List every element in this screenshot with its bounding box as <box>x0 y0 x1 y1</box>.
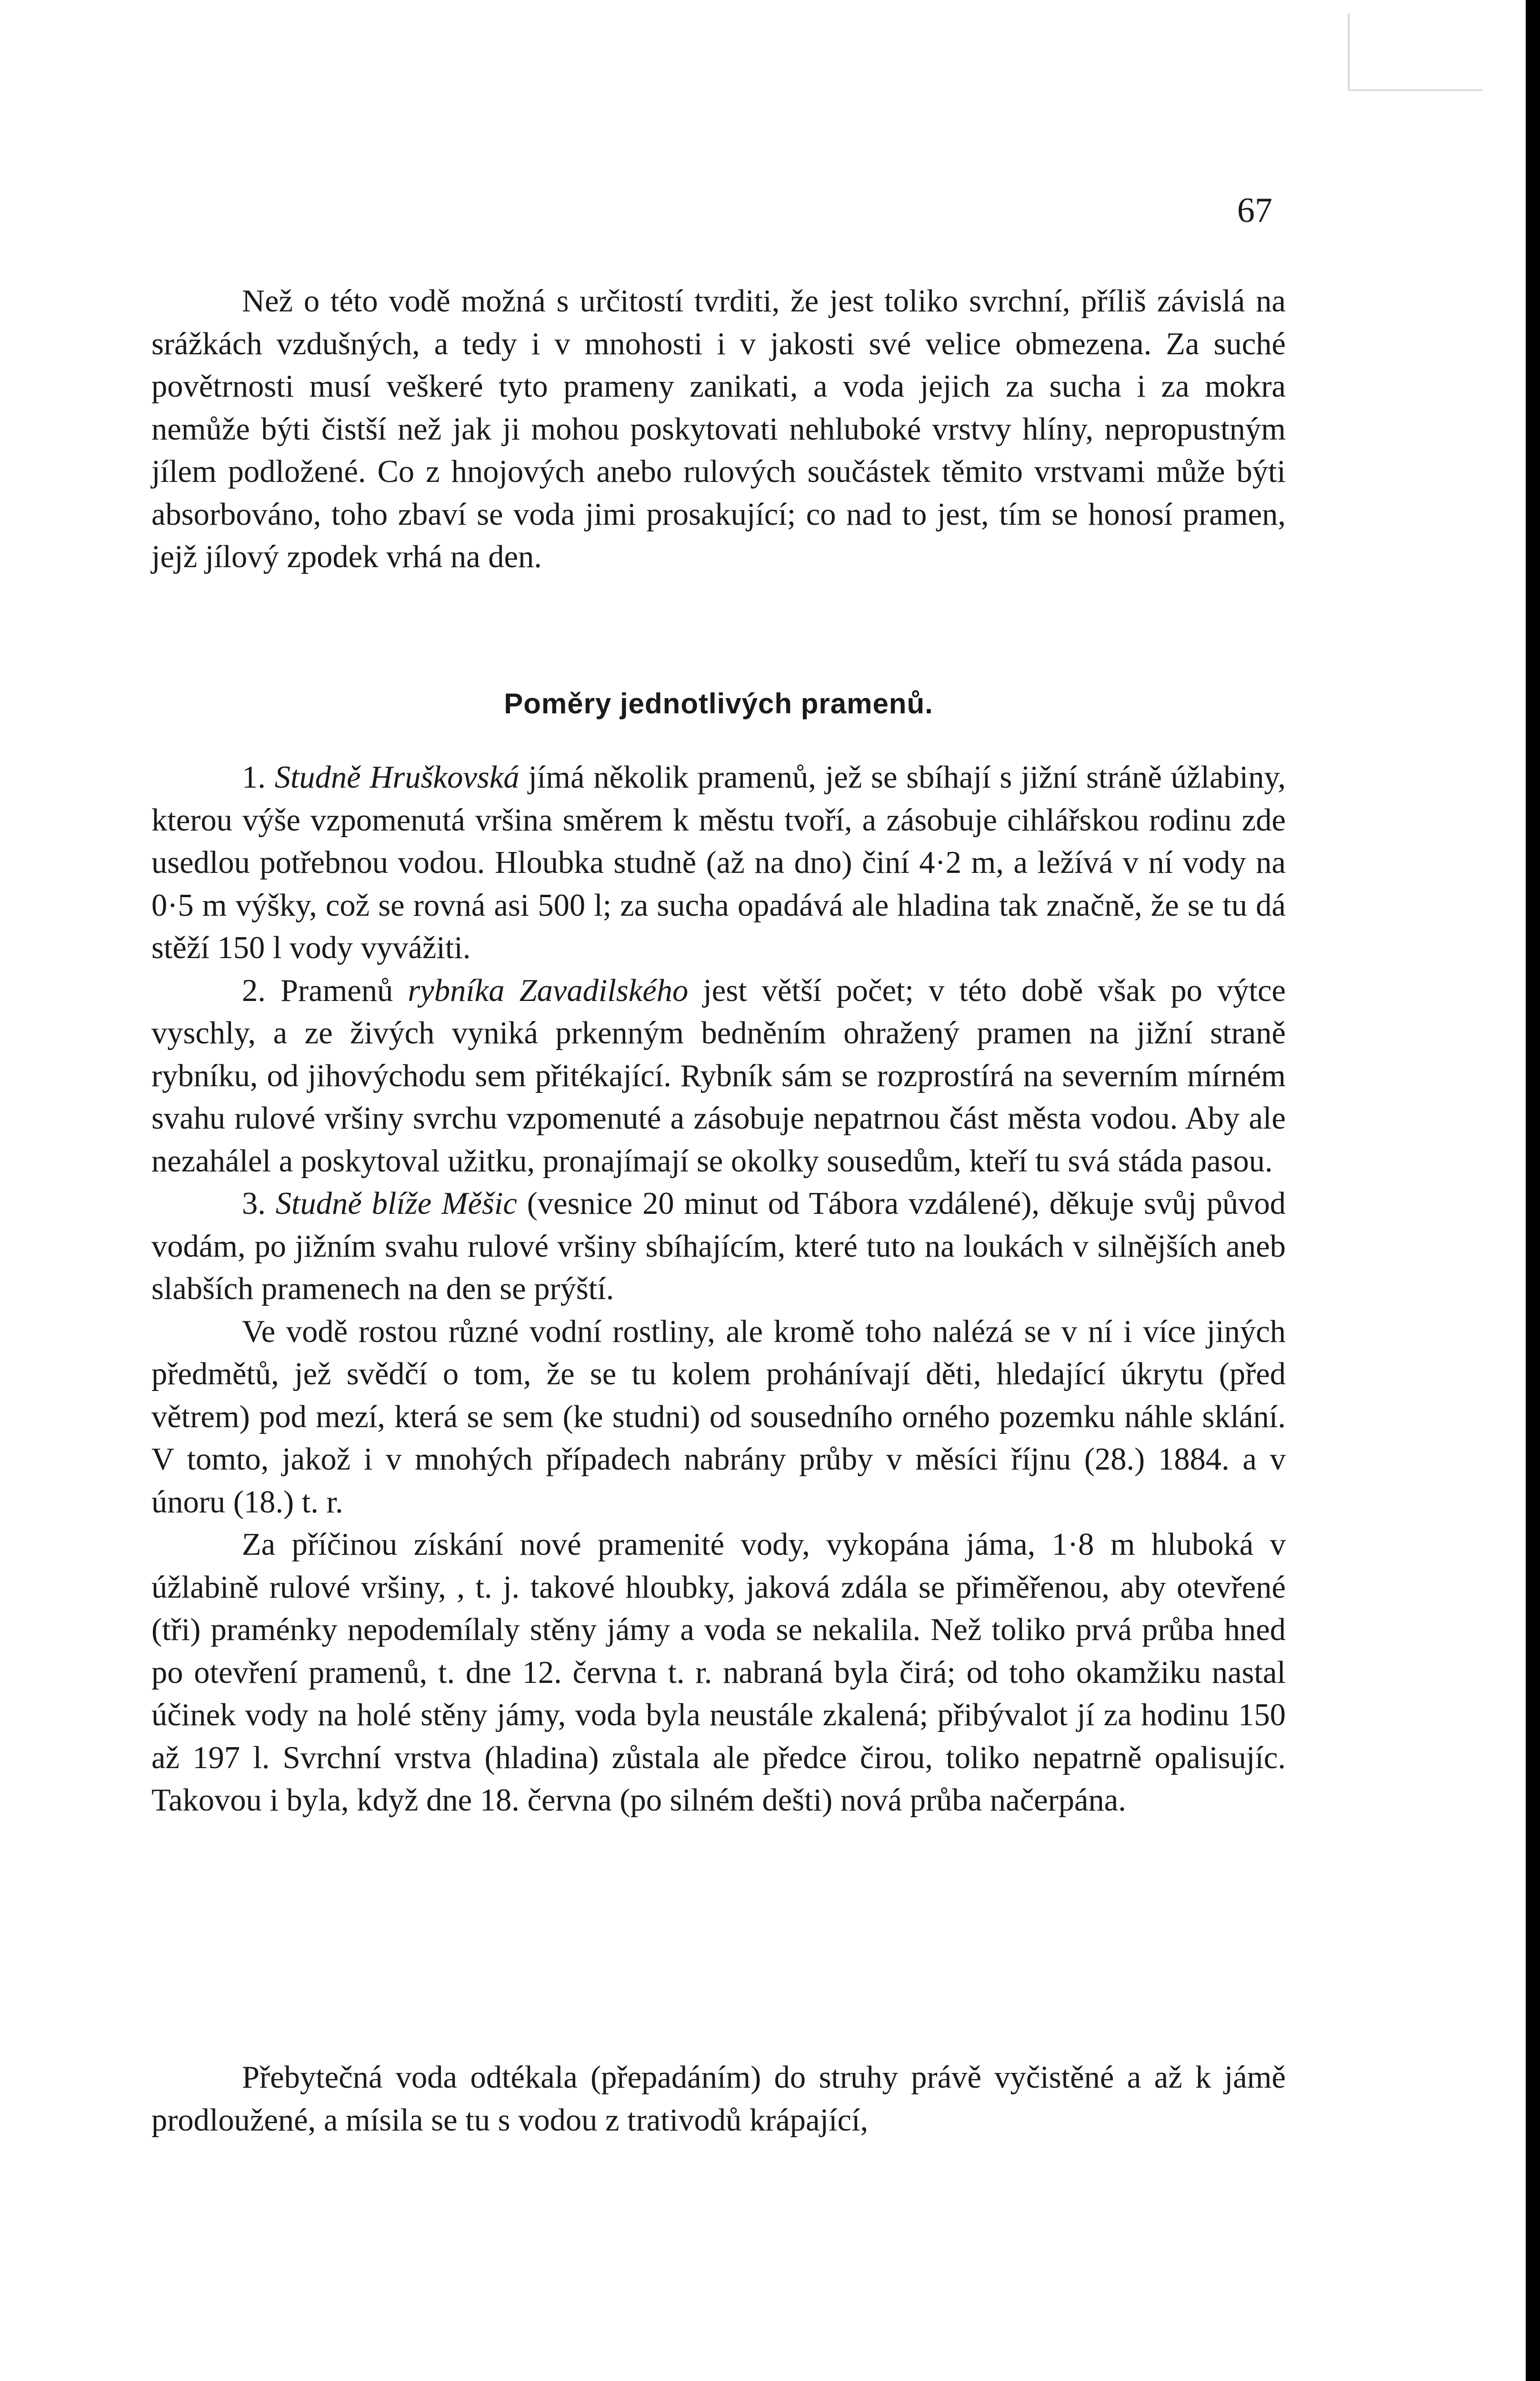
springs-list <box>151 756 1286 1822</box>
item-2-number: 2. <box>242 973 266 1008</box>
page-number: 67 <box>1237 191 1272 230</box>
item-2-prefix: Pramenů <box>280 973 393 1008</box>
intro-paragraph: Než o této vodě možná s určitostí tvrditi, že jest toliko svrchní, příliš závislá na srážkách vzdušných, a tedy i v mnohosti i v jakosti své velice obmezena. Za suché povětrnosti musí veškeré tyto prameny zanikati, a voda jejich za sucha i za mokra nemůže býti čistší než jak ji mohou poskytovati nehluboké vrstvy hlíny, nepropustným jílem podložené. Co z hnojových anebo rulových součástek těmito vrstvami může býti absorbováno, toho zbaví se voda jimi prosakující; co nad to jest, tím se honosí pramen, jejž jílový zpodek vrhá na den. <box>151 284 1286 574</box>
item-1-name: Studně Hruškovská <box>274 760 520 795</box>
scan-corner-mark <box>1348 13 1483 91</box>
item-3-name: Studně blíže Měšic <box>275 1186 517 1221</box>
item-2 <box>151 970 1286 1183</box>
item-1 <box>151 756 1286 970</box>
scan-edge <box>1526 0 1540 2381</box>
paragraph-new-pit: Za příčinou získání nové pramenité vody, vykopána jáma, 1·8 m hluboká v úžlabině rulové vršiny, , t. j. takové hloubky, jaková zdála se přiměřenou, aby otevřené (tři) praménky nepodemílaly stěny jámy a voda se nekalila. Než toliko prvá průba hned po otevření pramenů, t. dne 12. června t. r. nabraná byla čirá; od toho okamžiku nastal účinek vody na holé stěny jámy, voda byla neustále zkalená; přibývalot jí za hodinu 150 až 197 l. Svrchní vrstva (hladina) zůstala ale předce čirou, toliko nepatrně opalisujíc. Takovou i byla, když dne 18. června (po silném dešti) nová průba načerpána. <box>151 1527 1286 1818</box>
item-3 <box>151 1182 1286 1311</box>
intro-block <box>151 280 1286 579</box>
item-2-text: jest větší počet; v této době však po výtce vyschly, a ze živých vyniká prkenným bedněním ohražený pramen na jižní straně rybníku, od jihovýchodu sem přitékající. Rybník sám se rozprostírá na severním mírném svahu rulové vršiny svrchu vzpomenuté a zásobuje nepatrnou část města vodou. Aby ale nezahálel a poskytoval užitku, pronajímají se okolky sousedům, kteří tu svá stáda pasou. <box>151 973 1286 1179</box>
item-2-name: rybníka Zavadilského <box>408 973 689 1008</box>
item-3-text: (vesnice 20 minut od Tábora vzdálené), děkuje svůj původ vodám, po jižním svahu rulové vršiny sbíhajícím, které tuto na loukách v silnějších aneb slabších pramenech na den se prýští. <box>151 1186 1286 1306</box>
item-1-text: jímá několik pramenů, jež se sbíhají s jižní stráně úžlabiny, kterou výše vzpomenutá vršina směrem k městu tvoří, a zásobuje cihlářskou rodinu zde usedlou potřebnou vodou. Hloubka studně (až na dno) činí 4·2 m, a ležívá v ní vody na 0·5 m výšky, což se rovná asi 500 l; za sucha opadává ale hladina tak značně, že se tu dá stěží 150 l vody vyvážiti. <box>151 760 1286 965</box>
paragraph-vegetation: Ve vodě rostou různé vodní rostliny, ale kromě toho nalézá se v ní i více jiných předmětů, jež svědčí o tom, že se tu kolem prohánívají děti, hledající úkrytu (před větrem) pod mezí, která se sem (ke studni) od sousedního orného pozemku náhle sklání. V tomto, jakož i v mnohých případech nabrány průby v měsíci říjnu (28.) 1884. a v únoru (18.) t. r. <box>151 1314 1286 1520</box>
final-block <box>151 2056 1286 2141</box>
section-heading: Poměry jednotlivých pramenů. <box>504 688 933 720</box>
final-paragraph: Přebytečná voda odtékala (přepadáním) do struhy právě vyčistěné a až k jámě prodloužené, a mísila se tu s vodou z trativodů krápající, <box>151 2060 1286 2138</box>
item-1-number: 1. <box>242 760 266 795</box>
item-3-number: 3. <box>242 1186 266 1221</box>
